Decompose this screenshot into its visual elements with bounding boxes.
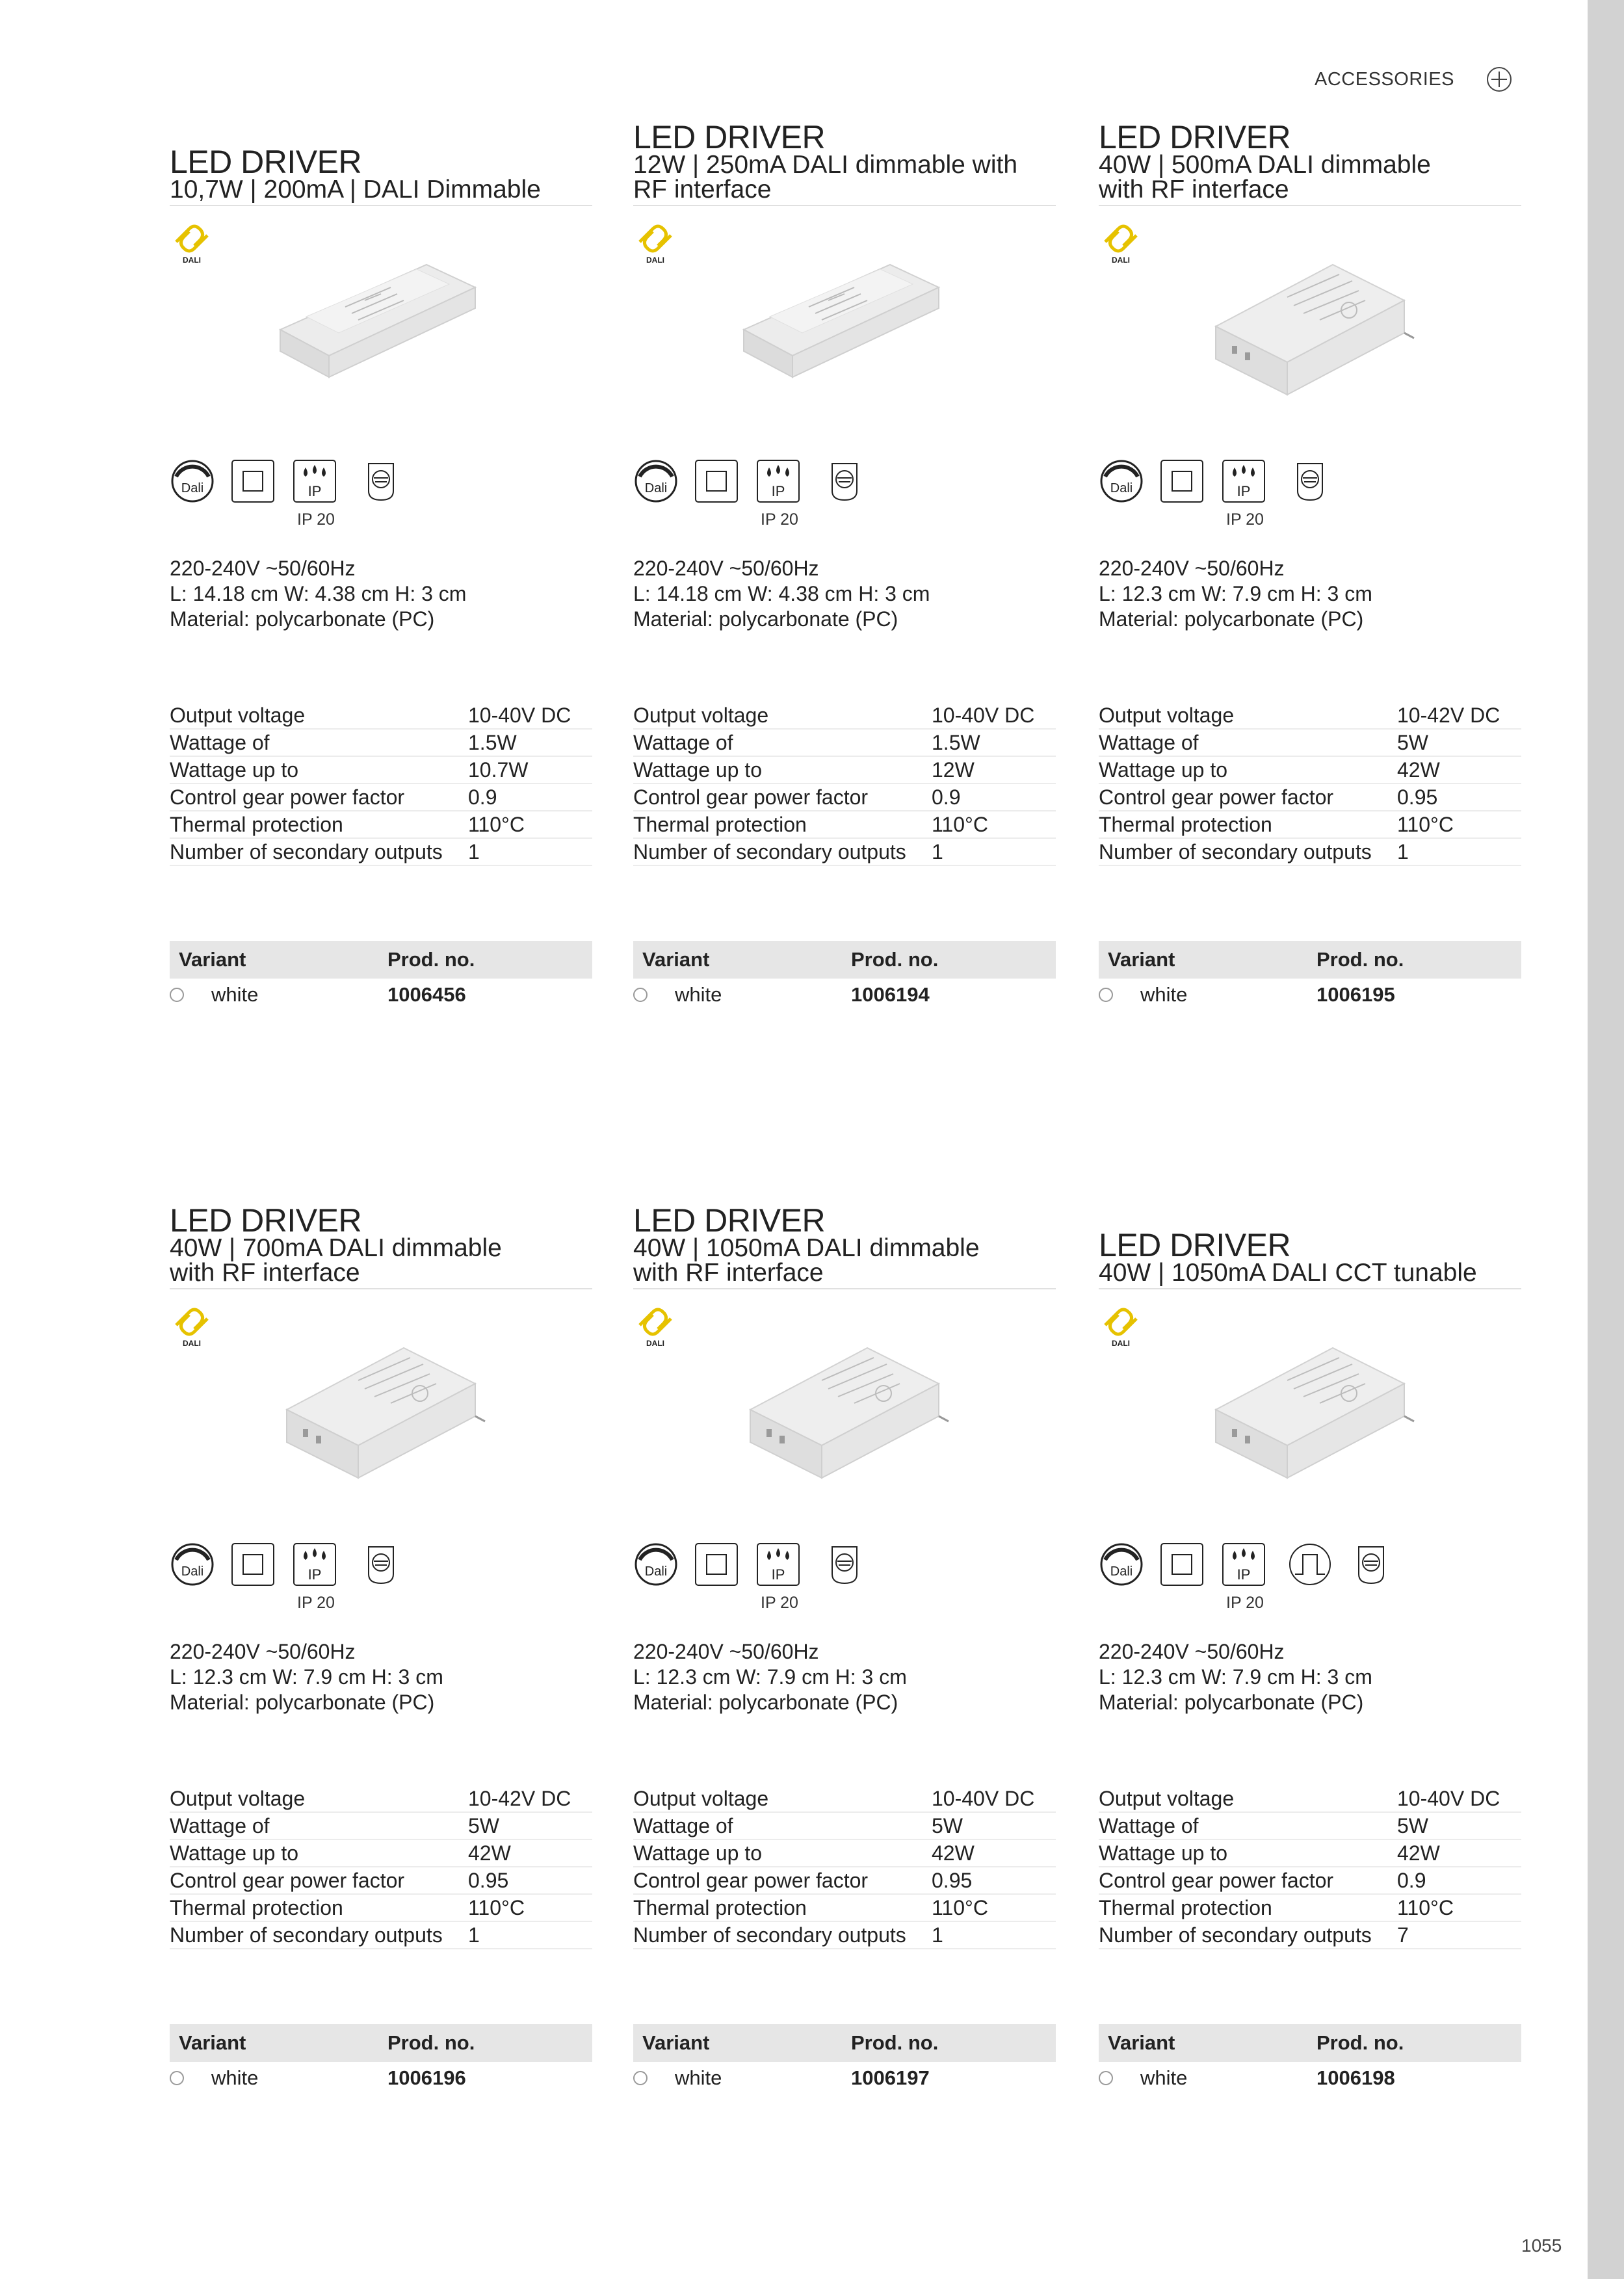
product-number: 1006456 — [387, 983, 466, 1006]
product-card — [170, 1195, 592, 2209]
rf-interface-icon — [358, 1542, 404, 1587]
product-specs — [633, 556, 930, 632]
variant-radio[interactable] — [1099, 988, 1113, 1002]
spec-line: L: 14.18 cm W: 4.38 cm H: 3 cm — [633, 582, 930, 605]
tech-row — [633, 1922, 1056, 1949]
spec-line: Material: polycarbonate (PC) — [170, 1691, 435, 1714]
tech-value: 42W — [468, 1841, 511, 1865]
spec-line: 220-240V ~50/60Hz — [1099, 557, 1285, 580]
product-specs — [633, 1639, 907, 1715]
spec-line: 220-240V ~50/60Hz — [633, 1640, 819, 1663]
svg-text:DALI: DALI — [1112, 1339, 1130, 1348]
page-side-band — [1588, 0, 1624, 2279]
protection-class-icon — [1159, 458, 1205, 504]
prodno-column-header: Prod. no. — [851, 948, 939, 971]
spec-line: L: 14.18 cm W: 4.38 cm H: 3 cm — [170, 582, 467, 605]
variant-column-header: Variant — [1108, 948, 1175, 971]
ip-rating-caption: IP 20 — [761, 510, 798, 529]
tech-key: Control gear power factor — [170, 1869, 405, 1892]
svg-text:IP: IP — [1237, 1566, 1251, 1583]
tech-value: 0.95 — [932, 1869, 973, 1892]
tech-value: 1 — [932, 840, 943, 863]
product-card — [170, 137, 592, 1151]
tech-value: 5W — [1397, 731, 1428, 754]
tech-row — [170, 1867, 592, 1895]
svg-text:Dali: Dali — [1110, 481, 1133, 495]
tech-key: Wattage of — [1099, 1814, 1199, 1838]
tech-key: Thermal protection — [170, 813, 343, 836]
tech-value: 110°C — [932, 813, 988, 836]
product-card — [633, 1195, 1056, 2209]
prodno-column-header: Prod. no. — [851, 2031, 939, 2054]
dali-logo-icon — [633, 216, 679, 268]
dali-logo-icon — [170, 1299, 215, 1351]
technical-data-table — [170, 1785, 592, 1949]
tech-key: Number of secondary outputs — [170, 840, 443, 863]
technical-data-table — [1099, 702, 1521, 866]
product-image — [267, 1312, 488, 1481]
tech-row — [170, 757, 592, 784]
ip-rating-icon — [1221, 458, 1266, 504]
tech-value: 10-42V DC — [468, 1787, 571, 1810]
tech-key: Wattage up to — [1099, 1841, 1228, 1865]
product-specs — [170, 1639, 443, 1715]
variant-radio[interactable] — [170, 2071, 184, 2085]
ip-rating-icon — [292, 1542, 337, 1587]
tech-value: 1 — [1397, 840, 1409, 863]
dali-logo-icon — [170, 216, 215, 268]
tech-key: Output voltage — [170, 1787, 306, 1810]
tech-value: 5W — [932, 1814, 963, 1838]
product-subtitle-line: with RF interface — [633, 1259, 824, 1287]
ip-rating-icon — [755, 458, 801, 504]
product-subtitle-line: 40W | 500mA DALI dimmable — [1099, 151, 1431, 179]
tech-value: 42W — [1397, 758, 1440, 782]
tech-value: 110°C — [468, 1896, 525, 1919]
variant-table-header — [1099, 2024, 1521, 2062]
variant-name: white — [1140, 983, 1188, 1006]
product-subtitle-line: 40W | 1050mA DALI CCT tunable — [1099, 1259, 1477, 1287]
tech-row — [1099, 730, 1521, 757]
rf-interface-icon — [358, 458, 404, 504]
tech-key: Wattage up to — [170, 1841, 299, 1865]
tech-key: Thermal protection — [633, 813, 807, 836]
tech-row — [633, 811, 1056, 839]
tech-row — [170, 1895, 592, 1922]
variant-column-header: Variant — [642, 948, 710, 971]
product-card — [1099, 112, 1521, 1126]
svg-text:Dali: Dali — [181, 1564, 204, 1579]
spec-line: L: 12.3 cm W: 7.9 cm H: 3 cm — [1099, 1665, 1372, 1689]
ip-rating-icon — [292, 458, 337, 504]
product-subtitle-line: 10,7W | 200mA | DALI Dimmable — [170, 176, 541, 204]
protection-class-icon — [230, 1542, 276, 1587]
tech-key: Thermal protection — [633, 1896, 807, 1919]
tech-value: 110°C — [468, 813, 525, 836]
tech-value: 10-40V DC — [932, 704, 1035, 727]
spec-line: L: 12.3 cm W: 7.9 cm H: 3 cm — [1099, 582, 1372, 605]
variant-table-header — [633, 941, 1056, 979]
variant-table-header — [633, 2024, 1056, 2062]
ip-rating-caption: IP 20 — [1226, 1594, 1264, 1612]
tech-row — [1099, 784, 1521, 811]
tech-value: 0.9 — [932, 785, 961, 809]
variant-table — [170, 2024, 592, 2094]
product-specs — [1099, 1639, 1372, 1715]
variant-radio[interactable] — [1099, 2071, 1113, 2085]
section-heading: ACCESSORIES — [1315, 69, 1454, 90]
svg-text:DALI: DALI — [183, 1339, 201, 1348]
product-specs — [170, 556, 466, 632]
rf-interface-icon — [822, 458, 867, 504]
tech-key: Control gear power factor — [633, 785, 869, 809]
spec-line: L: 12.3 cm W: 7.9 cm H: 3 cm — [170, 1665, 443, 1689]
product-title: LED DRIVER — [633, 119, 826, 155]
technical-data-table — [170, 702, 592, 866]
tech-value: 42W — [1397, 1841, 1440, 1865]
dali-dimmable-icon — [633, 458, 679, 504]
tech-value: 110°C — [932, 1896, 988, 1919]
tech-key: Number of secondary outputs — [170, 1923, 443, 1947]
dali-logo-icon — [633, 1299, 679, 1351]
tech-row — [170, 811, 592, 839]
tech-row — [170, 839, 592, 866]
technical-data-table — [1099, 1785, 1521, 1949]
variant-name: white — [211, 2066, 259, 2089]
tech-key: Control gear power factor — [1099, 1869, 1334, 1892]
spec-line: Material: polycarbonate (PC) — [633, 1691, 898, 1714]
tech-value: 1 — [932, 1923, 943, 1947]
product-title: LED DRIVER — [170, 1202, 362, 1239]
tech-key: Output voltage — [170, 704, 306, 727]
variant-column-header: Variant — [179, 948, 246, 971]
tech-value: 42W — [932, 1841, 975, 1865]
variant-table-header — [1099, 941, 1521, 979]
variant-radio[interactable] — [633, 988, 648, 1002]
tech-value: 110°C — [1397, 1896, 1454, 1919]
tech-row — [170, 702, 592, 730]
product-title: LED DRIVER — [1099, 119, 1291, 155]
tech-row — [633, 1840, 1056, 1867]
tech-row — [633, 702, 1056, 730]
tech-value: 110°C — [1397, 813, 1454, 836]
spec-line: L: 12.3 cm W: 7.9 cm H: 3 cm — [633, 1665, 907, 1689]
svg-text:IP: IP — [308, 1566, 322, 1583]
tech-row — [170, 730, 592, 757]
tech-row — [633, 784, 1056, 811]
variant-table — [633, 2024, 1056, 2094]
tech-row — [170, 1813, 592, 1840]
tech-key: Wattage up to — [633, 1841, 763, 1865]
protection-class-icon — [1159, 1542, 1205, 1587]
tech-value: 0.95 — [1397, 785, 1438, 809]
tech-value: 1.5W — [932, 731, 980, 754]
variant-table — [1099, 941, 1521, 1011]
svg-text:Dali: Dali — [644, 1564, 668, 1579]
spec-line: 220-240V ~50/60Hz — [170, 557, 356, 580]
tech-key: Number of secondary outputs — [633, 1923, 906, 1947]
product-subtitle-line: with RF interface — [170, 1259, 360, 1287]
tech-key: Output voltage — [1099, 1787, 1235, 1810]
tech-row — [170, 1785, 592, 1813]
tech-key: Number of secondary outputs — [1099, 1923, 1372, 1947]
product-title: LED DRIVER — [170, 144, 362, 180]
variant-radio[interactable] — [170, 988, 184, 1002]
tech-row — [1099, 757, 1521, 784]
tech-value: 10-40V DC — [1397, 1787, 1500, 1810]
product-subtitle-line: 12W | 250mA DALI dimmable with — [633, 151, 1018, 179]
tech-key: Wattage of — [170, 731, 270, 754]
tech-value: 10-42V DC — [1397, 704, 1500, 727]
variant-name: white — [1140, 2066, 1188, 2089]
tech-key: Wattage of — [170, 1814, 270, 1838]
tech-value: 10-40V DC — [468, 704, 571, 727]
product-number: 1006198 — [1316, 2066, 1395, 2089]
protection-class-icon — [694, 1542, 739, 1587]
spec-line: Material: polycarbonate (PC) — [1099, 1691, 1364, 1714]
cct-tunable-icon — [1287, 1542, 1333, 1587]
technical-data-table — [633, 1785, 1056, 1949]
tech-key: Number of secondary outputs — [633, 840, 906, 863]
variant-name: white — [675, 2066, 722, 2089]
product-number: 1006195 — [1316, 983, 1395, 1006]
technical-data-table — [633, 702, 1056, 866]
prodno-column-header: Prod. no. — [1316, 2031, 1404, 2054]
tech-row — [1099, 839, 1521, 866]
tech-row — [170, 1922, 592, 1949]
tech-row — [633, 1785, 1056, 1813]
ip-rating-caption: IP 20 — [761, 1594, 798, 1612]
tech-key: Thermal protection — [1099, 1896, 1272, 1919]
tech-row — [1099, 1922, 1521, 1949]
tech-key: Wattage up to — [170, 758, 299, 782]
ip-rating-icon — [1221, 1542, 1266, 1587]
tech-key: Wattage up to — [633, 758, 763, 782]
spec-line: 220-240V ~50/60Hz — [1099, 1640, 1285, 1663]
product-card — [1099, 1224, 1521, 2238]
tech-row — [633, 757, 1056, 784]
product-card — [633, 112, 1056, 1126]
svg-text:IP: IP — [771, 483, 785, 499]
page-number: 1055 — [1521, 2235, 1562, 2256]
product-subtitle-line: with RF interface — [1099, 176, 1289, 204]
protection-class-icon — [694, 458, 739, 504]
feature-icons — [170, 1542, 592, 1613]
tech-value: 12W — [932, 758, 975, 782]
tech-value: 1 — [468, 840, 480, 863]
dali-logo-icon — [1099, 216, 1144, 268]
ip-rating-caption: IP 20 — [297, 1594, 335, 1612]
product-number: 1006197 — [851, 2066, 930, 2089]
feature-icons — [633, 1542, 1056, 1613]
tech-key: Control gear power factor — [633, 1869, 869, 1892]
tech-key: Output voltage — [633, 704, 769, 727]
tech-key: Number of secondary outputs — [1099, 840, 1372, 863]
tech-key: Wattage up to — [1099, 758, 1228, 782]
product-subtitle-line: 40W | 1050mA DALI dimmable — [633, 1234, 980, 1262]
tech-value: 7 — [1397, 1923, 1409, 1947]
tech-row — [1099, 1867, 1521, 1895]
svg-text:IP: IP — [308, 483, 322, 499]
circle-plus-icon[interactable] — [1486, 66, 1512, 92]
tech-row — [170, 1840, 592, 1867]
feature-icons — [1099, 458, 1521, 530]
tech-row — [170, 784, 592, 811]
tech-key: Thermal protection — [1099, 813, 1272, 836]
product-image — [1196, 1312, 1417, 1481]
ip-rating-caption: IP 20 — [297, 510, 335, 529]
variant-table — [633, 941, 1056, 1011]
svg-text:DALI: DALI — [646, 256, 664, 265]
tech-row — [633, 1813, 1056, 1840]
tech-row — [1099, 1840, 1521, 1867]
prodno-column-header: Prod. no. — [1316, 948, 1404, 971]
svg-text:IP: IP — [771, 1566, 785, 1583]
dali-dimmable-icon — [1099, 1542, 1144, 1587]
svg-text:Dali: Dali — [1110, 1564, 1133, 1579]
spec-line: 220-240V ~50/60Hz — [633, 557, 819, 580]
variant-row[interactable] — [1099, 2062, 1521, 2094]
dali-dimmable-icon — [633, 1542, 679, 1587]
rf-interface-icon — [822, 1542, 867, 1587]
product-image — [1196, 229, 1417, 398]
tech-value: 10.7W — [468, 758, 529, 782]
tech-value: 0.9 — [468, 785, 497, 809]
product-title: LED DRIVER — [1099, 1227, 1291, 1263]
product-number: 1006194 — [851, 983, 930, 1006]
variant-row[interactable] — [170, 2062, 592, 2094]
tech-value: 1.5W — [468, 731, 517, 754]
tech-row — [633, 839, 1056, 866]
spec-line: 220-240V ~50/60Hz — [170, 1640, 356, 1663]
variant-table-header — [170, 941, 592, 979]
svg-text:Dali: Dali — [644, 481, 668, 495]
variant-name: white — [675, 983, 722, 1006]
prodno-column-header: Prod. no. — [387, 948, 475, 971]
variant-column-header: Variant — [1108, 2031, 1175, 2054]
rf-interface-icon — [1348, 1542, 1394, 1587]
product-image — [267, 229, 488, 398]
variant-column-header: Variant — [642, 2031, 710, 2054]
product-image — [731, 229, 952, 398]
product-number: 1006196 — [387, 2066, 466, 2089]
product-subtitle-line: 40W | 700mA DALI dimmable — [170, 1234, 502, 1262]
variant-table — [170, 941, 592, 1011]
tech-key: Wattage of — [633, 731, 733, 754]
spec-line: Material: polycarbonate (PC) — [170, 607, 435, 631]
dali-logo-icon — [1099, 1299, 1144, 1351]
tech-key: Control gear power factor — [170, 785, 405, 809]
protection-class-icon — [230, 458, 276, 504]
tech-row — [1099, 1813, 1521, 1840]
svg-text:Dali: Dali — [181, 481, 204, 495]
variant-row[interactable] — [633, 2062, 1056, 2094]
tech-key: Wattage of — [1099, 731, 1199, 754]
variant-row[interactable] — [633, 979, 1056, 1011]
tech-key: Output voltage — [633, 1787, 769, 1810]
tech-row — [633, 1895, 1056, 1922]
spec-line: Material: polycarbonate (PC) — [1099, 607, 1364, 631]
variant-row[interactable] — [170, 979, 592, 1011]
spec-line: Material: polycarbonate (PC) — [633, 607, 898, 631]
tech-row — [633, 730, 1056, 757]
product-title: LED DRIVER — [633, 1202, 826, 1239]
tech-key: Thermal protection — [170, 1896, 343, 1919]
feature-icons — [1099, 1542, 1521, 1613]
dali-dimmable-icon — [170, 1542, 215, 1587]
variant-column-header: Variant — [179, 2031, 246, 2054]
dali-dimmable-icon — [170, 458, 215, 504]
variant-table — [1099, 2024, 1521, 2094]
tech-value: 0.95 — [468, 1869, 509, 1892]
feature-icons — [633, 458, 1056, 530]
tech-key: Wattage of — [633, 1814, 733, 1838]
variant-name: white — [211, 983, 259, 1006]
variant-table-header — [170, 2024, 592, 2062]
prodno-column-header: Prod. no. — [387, 2031, 475, 2054]
svg-text:DALI: DALI — [1112, 256, 1130, 265]
rf-interface-icon — [1287, 458, 1333, 504]
tech-value: 5W — [468, 1814, 499, 1838]
tech-row — [1099, 1895, 1521, 1922]
tech-value: 5W — [1397, 1814, 1428, 1838]
ip-rating-caption: IP 20 — [1226, 510, 1264, 529]
tech-row — [1099, 702, 1521, 730]
product-specs — [1099, 556, 1372, 632]
ip-rating-icon — [755, 1542, 801, 1587]
tech-row — [633, 1867, 1056, 1895]
svg-text:DALI: DALI — [646, 1339, 664, 1348]
variant-row[interactable] — [1099, 979, 1521, 1011]
tech-value: 0.9 — [1397, 1869, 1426, 1892]
feature-icons — [170, 458, 592, 530]
product-image — [731, 1312, 952, 1481]
dali-dimmable-icon — [1099, 458, 1144, 504]
tech-key: Control gear power factor — [1099, 785, 1334, 809]
tech-value: 10-40V DC — [932, 1787, 1035, 1810]
tech-row — [1099, 1785, 1521, 1813]
svg-text:IP: IP — [1237, 483, 1251, 499]
tech-row — [1099, 811, 1521, 839]
variant-radio[interactable] — [633, 2071, 648, 2085]
tech-value: 1 — [468, 1923, 480, 1947]
tech-key: Output voltage — [1099, 704, 1235, 727]
svg-text:DALI: DALI — [183, 256, 201, 265]
product-subtitle-line: RF interface — [633, 176, 772, 204]
